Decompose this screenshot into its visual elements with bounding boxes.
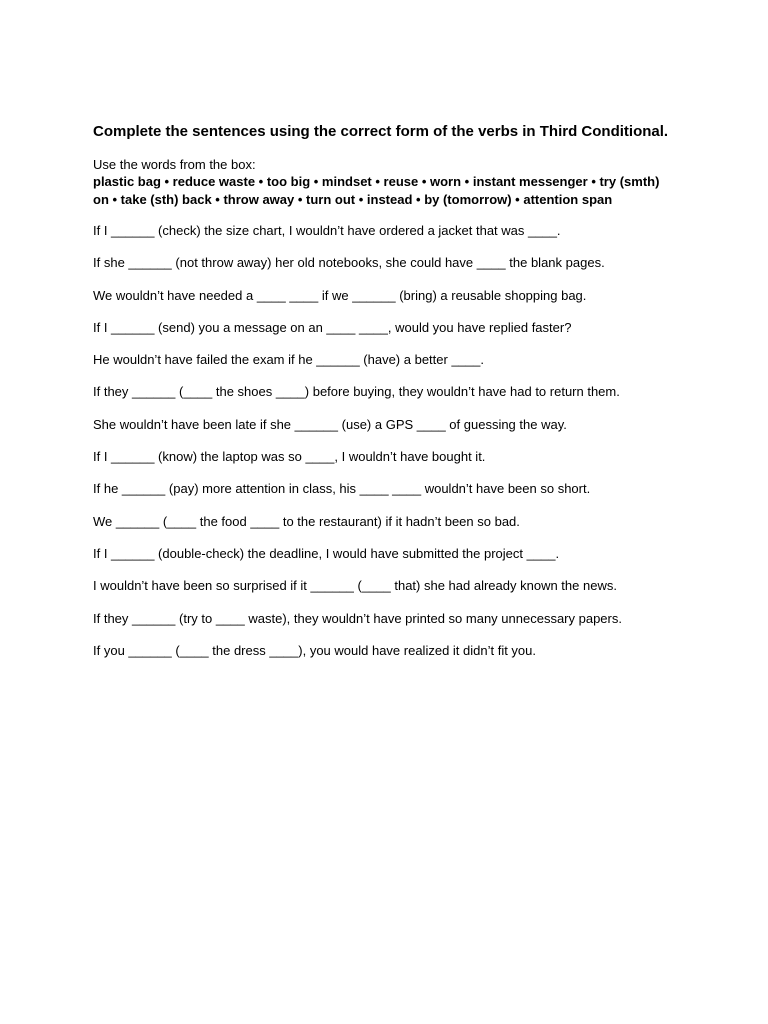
sentence-12: I wouldn’t have been so surprised if it ______ (____ that) she had already known the news. [93, 578, 617, 594]
sentence-13: If they ______ (try to ____ waste), they wouldn’t have printed so many unnecessary papers. [93, 610, 622, 626]
sentence-9: If he ______ (pay) more attention in class, his ____ ____ wouldn’t have been so short. [93, 481, 591, 497]
sentence-6: If they ______ (____ the shoes ____) before buying, they wouldn’t have had to return them. [93, 384, 620, 400]
sentence-2: If she ______ (not throw away) her old notebooks, she could have ____ the blank pages. [93, 255, 605, 271]
sentence-list [93, 222, 678, 659]
sentence-3: We wouldn’t have needed a ____ ____ if we ______ (bring) a reusable shopping bag. [93, 287, 587, 303]
sentence-11: If I ______ (double-check) the deadline, I would have submitted the project ____. [93, 545, 560, 561]
sentence-8: If I ______ (know) the laptop was so ____, I wouldn’t have bought it. [93, 449, 486, 465]
sentence-1: If I ______ (check) the size chart, I wouldn’t have ordered a jacket that was ____. [93, 223, 561, 238]
sentence-5: He wouldn’t have failed the exam if he ______ (have) a better ____. [93, 352, 484, 368]
sentence-4: If I ______ (send) you a message on an ____ ____, would you have replied faster? [93, 319, 572, 335]
word-box: plastic bag • reduce waste • too big • mindset • reuse • worn • instant messenger • try (smth) on • take (sth) back • throw away • turn out • instead • by (tomorrow) • attention span [93, 174, 660, 207]
sentence-7: She wouldn’t have been late if she ______ (use) a GPS ____ of guessing the way. [93, 416, 567, 432]
sentence-14: If you ______ (____ the dress ____), you would have realized it didn’t fit you. [93, 642, 537, 658]
sentence-10: We ______ (____ the food ____ to the restaurant) if it hadn’t been so bad. [93, 513, 520, 529]
word-box-instruction: Use the words from the box: [93, 157, 256, 172]
worksheet [93, 121, 678, 674]
worksheet-title: Complete the sentences using the correct form of the verbs in Third Conditional. [93, 123, 669, 140]
